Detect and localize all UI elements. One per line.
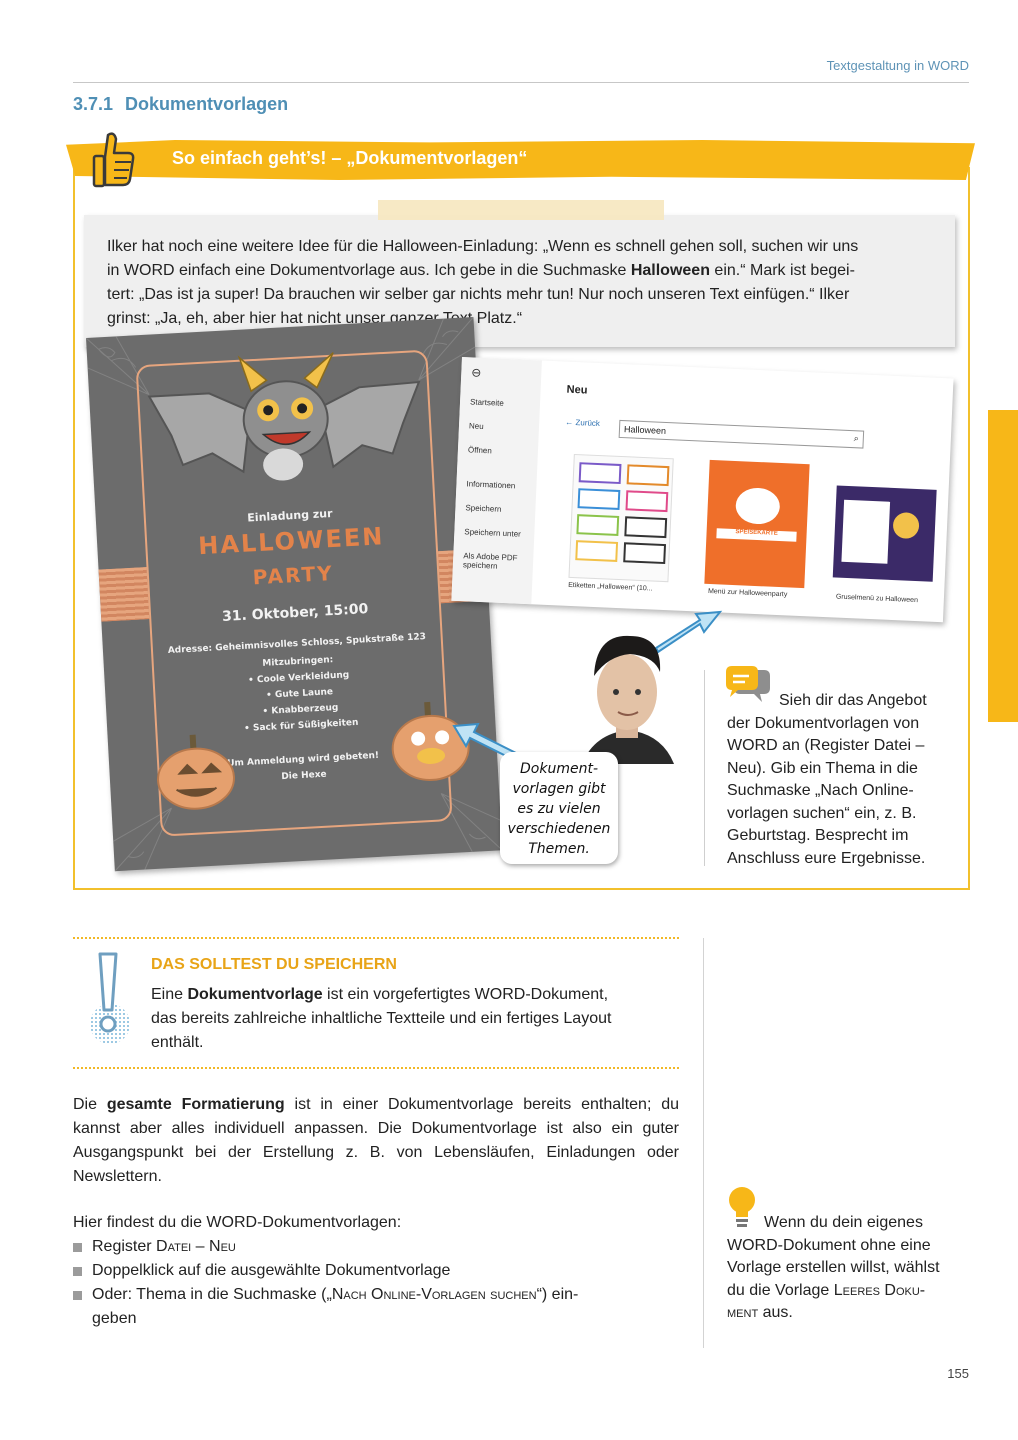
search-phrase: Nach Online-Vorlagen suchen — [331, 1286, 537, 1303]
halloween-flyer — [86, 317, 505, 871]
tip-line: du die Vorlage Leeres Doku- — [727, 1281, 926, 1299]
banner-title: So einfach geht’s! – „Dokumentvorlagen“ — [172, 148, 528, 168]
nav-item[interactable]: Neu — [468, 421, 484, 432]
flyer-address: Adresse: Geheimnisvolles Schloss, Spukstraße 123 — [167, 632, 427, 657]
speech-line: Dokument- — [520, 761, 598, 777]
tip-text — [727, 1212, 959, 1325]
speech-line: es zu vielen — [517, 801, 601, 817]
para-line: kannst aber alles individuell anpassen. Die Dokumentvorlage ist also ein guter — [73, 1120, 679, 1137]
word-screenshot — [451, 357, 953, 622]
template-search-input[interactable] — [619, 420, 865, 449]
key-box-bottom-border — [73, 1067, 679, 1069]
section-heading — [73, 94, 288, 115]
tip-line: Wenn du dein eigenes — [764, 1214, 923, 1231]
list-intro: Hier findest du die WORD-Dokumentvorlagen: — [73, 1214, 402, 1231]
task-line: Neu). Gib ein Thema in die — [727, 759, 918, 777]
template-name-cont: ment — [727, 1304, 759, 1321]
task-line: Anschluss eure Ergebnisse. — [727, 849, 926, 867]
list-item: Oder: Thema in die Suchmaske („Nach Online-Vorlagen suchen“) ein- geben — [73, 1283, 679, 1331]
flyer-bring-item: • Gute Laune — [265, 687, 334, 701]
chapter-tab — [988, 410, 1018, 722]
bat-icon — [137, 342, 435, 507]
template-spooky-menu[interactable] — [833, 485, 937, 581]
template-labels[interactable] — [568, 454, 673, 582]
key-title: DAS SOLLTEST DU SPEICHERN — [151, 956, 397, 973]
tip-line: ment aus. — [727, 1304, 793, 1321]
template-name: Leeres Doku- — [833, 1281, 926, 1299]
intro-line: tert: „Das ist ja super! Da brauchen wir selber gar nichts mehr tun! Nur noch unseren Text einfügen.“ Ilker — [107, 286, 850, 303]
task-divider — [704, 670, 705, 866]
para-line: Ausgangspunkt bei der Erstellung z. B. von Lebensläufen, Einladungen oder — [73, 1144, 679, 1161]
key-line: enthält. — [151, 1034, 204, 1051]
intro-line: Ilker hat noch eine weitere Idee für die Halloween-Einladung: „Wenn es schnell gehen soll, suchen wir uns — [107, 238, 859, 255]
flyer-halloween: HALLOWEEN — [197, 522, 385, 561]
skull-icon — [893, 512, 920, 539]
back-arrow-icon[interactable]: ⊖ — [471, 365, 482, 380]
key-line: das bereits zahlreiche inhaltliche Textteile und ein fertiges Layout — [151, 1010, 612, 1027]
speech-line: Themen. — [528, 841, 590, 857]
pumpkin-icon — [735, 487, 781, 525]
list-item: Register Datei – Neu — [73, 1235, 679, 1259]
flyer-date: 31. Oktober, 15:00 — [221, 601, 369, 626]
nav-item[interactable]: Als Adobe PDF speichern — [462, 551, 518, 571]
speech-line: vorlagen gibt — [512, 781, 606, 797]
list-continuation: geben — [92, 1310, 137, 1327]
menu-title: SPEISEKARTE — [716, 528, 796, 541]
column-divider — [703, 938, 704, 1348]
intro-text — [107, 235, 922, 331]
menu-page — [841, 500, 890, 564]
menu-neu: Neu — [209, 1238, 236, 1255]
tip-line: Vorlage erstellen willst, wählst — [727, 1259, 940, 1276]
task-line: Geburtstag. Besprecht im — [727, 827, 909, 844]
task-text — [727, 690, 957, 870]
flyer-bring-item: • Sack für Süßigkeiten — [243, 717, 359, 735]
key-box-top-border — [73, 937, 679, 939]
pumpkin-icon — [150, 730, 244, 815]
flyer-party: PARTY — [252, 560, 335, 590]
para-bold: gesamte Formatierung — [106, 1096, 285, 1113]
task-line: Suchmaske „Nach Online- — [727, 782, 914, 799]
flyer-invitation: Einladung zur — [247, 506, 333, 525]
nav-item[interactable]: Informationen — [466, 479, 516, 491]
exclamation-icon — [86, 948, 132, 1048]
flyer-signature: Die Hexe — [281, 769, 327, 783]
key-text — [151, 983, 671, 1055]
intro-line: grinst: „Ja, eh, aber hier hat nicht unser ganzer Text Platz.“ — [107, 310, 523, 327]
intro-bold: Halloween — [630, 262, 710, 279]
task-line: Sieh dir das Angebot — [779, 692, 927, 709]
task-line: WORD an (Register Datei – — [727, 737, 925, 754]
nav-item[interactable]: Speichern unter — [464, 527, 522, 539]
speech-line: verschiedenen — [507, 821, 611, 837]
template-caption: Gruselmenü zu Halloween — [835, 593, 919, 605]
key-line: Eine Dokumentvorlage ist ein vorgefertigtes WORD-Dokument, — [151, 986, 609, 1003]
bullet-list — [73, 1235, 679, 1331]
speech-bubble — [500, 752, 618, 864]
task-line: vorlagen suchen“ ein, z. B. — [727, 804, 917, 822]
search-value: Halloween — [623, 424, 667, 436]
nav-item[interactable]: Speichern — [465, 503, 502, 514]
template-caption: Etiketten „Halloween“ (10... — [567, 581, 653, 593]
list-item: Doppelklick auf die ausgewählte Dokumentvorlage — [73, 1259, 679, 1283]
thumbs-up-icon — [88, 129, 138, 189]
para-line: Newslettern. — [73, 1168, 162, 1185]
header-rule — [73, 82, 969, 83]
backstage-nav — [451, 357, 542, 604]
template-menu[interactable] — [704, 460, 809, 588]
search-icon[interactable]: ⌕ — [853, 433, 860, 444]
flyer-rsvp: Um Anmeldung wird gebeten! — [226, 750, 380, 769]
intro-line: in WORD einfach eine Dokumentvorlage aus. Ich gebe in die Suchmaske Halloween ein.“ Mark ist begei- — [107, 262, 855, 279]
tip-line: WORD-Dokument ohne eine — [727, 1236, 931, 1254]
flyer-bring-item: • Knabberzeug — [262, 702, 339, 717]
running-head: Textgestaltung in WORD — [826, 58, 969, 73]
section-title: Dokumentvorlagen — [125, 94, 289, 114]
para-line: Die gesamte Formatierung ist in einer Dokumentvorlage bereits enthalten; du — [73, 1096, 680, 1113]
nav-item[interactable]: Startseite — [469, 397, 505, 408]
key-bold: Dokumentvorlage — [187, 986, 323, 1003]
back-label: Zurück — [575, 418, 601, 429]
tape-strip — [378, 200, 664, 220]
student-portrait — [572, 628, 684, 764]
menu-datei: Datei — [156, 1238, 192, 1255]
back-link[interactable]: ← Zurück — [565, 417, 601, 429]
body-paragraph — [73, 1093, 679, 1189]
flyer-bring-title: Mitzubringen: — [262, 655, 334, 669]
nav-item[interactable]: Öffnen — [467, 445, 493, 456]
screen-heading: Neu — [566, 383, 588, 397]
section-number: 3.7.1 — [73, 94, 114, 114]
flyer-bring-item: • Coole Verkleidung — [247, 670, 350, 686]
page-number: 155 — [947, 1366, 969, 1381]
task-line: der Dokumentvorlagen von — [727, 714, 920, 732]
template-caption: Menü zur Halloweenparty — [707, 587, 788, 599]
labels-preview — [569, 455, 674, 583]
